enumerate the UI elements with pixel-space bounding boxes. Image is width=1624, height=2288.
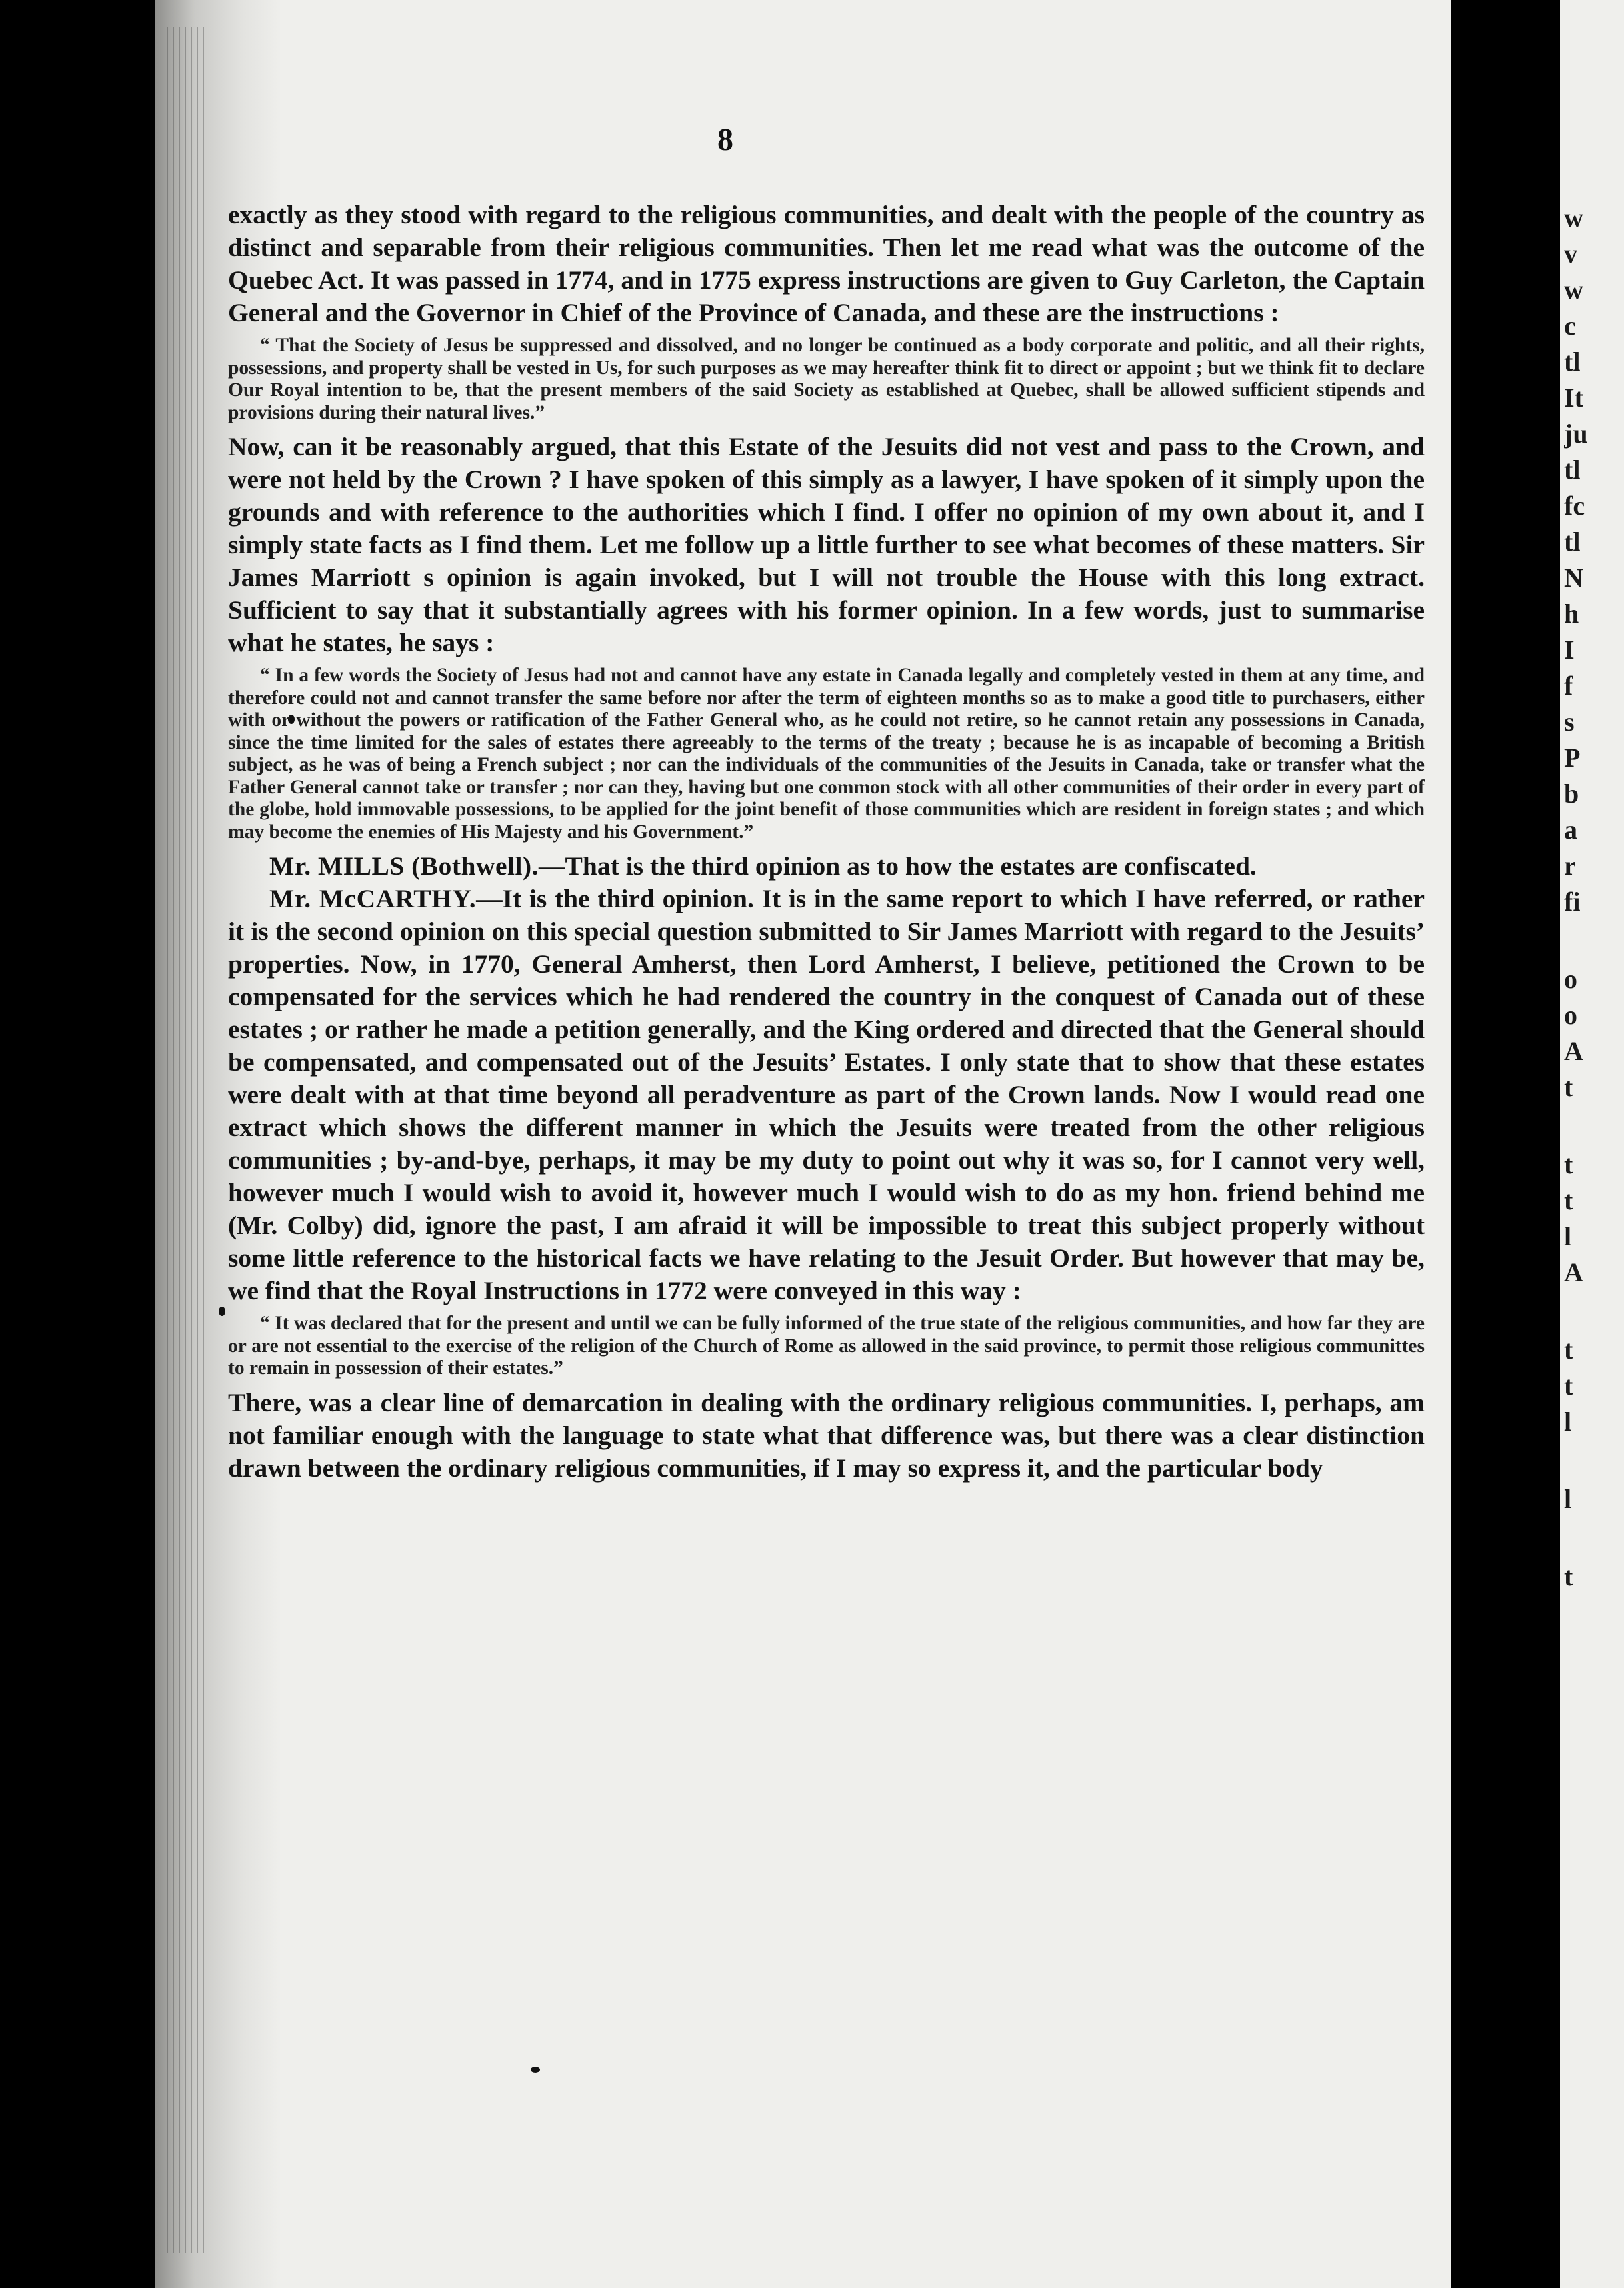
- speaker-name: Mr. MILLS (Bothwell).: [269, 851, 539, 881]
- adjacent-line-fragment: t: [1564, 1371, 1573, 1401]
- adjacent-line-fragment: v: [1564, 239, 1577, 269]
- adjacent-line-fragment: t: [1564, 1185, 1573, 1215]
- adjacent-line-fragment: t: [1564, 1149, 1573, 1179]
- ink-speck: [219, 1307, 225, 1316]
- adjacent-line-fragment: a: [1564, 815, 1577, 845]
- adjacent-line-fragment: l: [1564, 1484, 1572, 1514]
- quoted-instructions: “ That the Society of Jesus be suppressed and dissolved, and no longer be continued as a body corporate and politic, and all their rights, possessions, and property shall be vested in Us, for such purposes as we may hereafter think fit to direct or appoint ; but we think fit to declare Our Royal intention to be, that the present members of the said Society as established at Quebec, shall be allowed sufficient stipends and provisions during their natural lives.”: [228, 335, 1425, 423]
- quoted-royal-instructions: “ It was declared that for the present and until we can be fully informed of the true state of the religious communities, and how far they are or are not essential to the exercise of the religion of the Church of Rome as allowed in the said province, to permit those religious communittes to remain in possession of their estates.”: [228, 1313, 1425, 1379]
- adjacent-line-fragment: o: [1564, 1000, 1577, 1030]
- adjacent-line-fragment: l: [1564, 1407, 1572, 1437]
- adjacent-line-fragment: tl: [1564, 527, 1581, 557]
- adjacent-page-fragments: [1564, 200, 1624, 1595]
- page-number: 8: [717, 122, 733, 157]
- adjacent-line-fragment: [1564, 1440, 1624, 1481]
- speech-text: —That is the third opinion as to how the estates are confiscated.: [539, 851, 1257, 881]
- adjacent-line-fragment: t: [1564, 1335, 1573, 1365]
- adjacent-page-edge: [1560, 0, 1624, 2288]
- paragraph: Now, can it be reasonably argued, that this Estate of the Jesuits did not vest and pass to the Crown, and were not held by the Crown ? I have spoken of this simply as a lawyer, I have spoken of it simply upon the grounds and with reference to the authorities which I find. I offer no opinion of my own about it, and I simply state facts as I find them. Let me follow up a little further to see what becomes of these matters. Sir James Marriott s opinion is again invoked, but I will not trouble the House with this long extract. Sufficient to say that it substantially agrees with his former opinion. In a few words, just to summarise what he states, he says :: [228, 432, 1425, 657]
- adjacent-line-fragment: I: [1564, 635, 1575, 665]
- speech-paragraph: [228, 850, 1425, 883]
- adjacent-line-fragment: fc: [1564, 491, 1585, 521]
- adjacent-line-fragment: tl: [1564, 347, 1581, 377]
- adjacent-line-fragment: tl: [1564, 455, 1581, 485]
- adjacent-line-fragment: fi: [1564, 887, 1581, 917]
- page-body: [228, 199, 1425, 1485]
- adjacent-line-fragment: w: [1564, 203, 1583, 233]
- paragraph: exactly as they stood with regard to the religious communities, and dealt with the people of the country as distinct and separable from their religious communities. Then let me read what was the outcome of the Quebec Act. It was passed in 1774, and in 1775 express instructions are given to Guy Carleton, the Captain General and the Governor in Chief of the Province of Canada, and these are the instructions :: [228, 200, 1425, 327]
- adjacent-line-fragment: [1564, 1291, 1624, 1332]
- adjacent-line-fragment: l: [1564, 1221, 1572, 1251]
- ink-speck: [531, 2067, 540, 2073]
- adjacent-line-fragment: A: [1564, 1036, 1583, 1066]
- speaker-name: Mr. McCARTHY.: [269, 884, 477, 913]
- adjacent-line-fragment: o: [1564, 964, 1577, 994]
- adjacent-line-fragment: [1564, 1105, 1624, 1147]
- adjacent-line-fragment: t: [1564, 1561, 1573, 1591]
- adjacent-line-fragment: A: [1564, 1257, 1583, 1287]
- adjacent-line-fragment: It: [1564, 383, 1583, 413]
- binding-edge: [167, 27, 207, 2253]
- speech-text: —It is the third opinion. It is in the same report to which I have referred, or rather it is the second opinion on this special question submitted to Sir James Marriott with regard to the Jesuits’ properties. Now, in 1770, General Amherst, then Lord Amherst, I believe, petitioned the Crown to be compensated for the services which he had rendered the country in the conquest of Canada out of these estates ; or rather he made a petition generally, and the King ordered and directed that the General should be compensated, and compensated out of the Jesuits’ Estates. I only state that to show that these estates were dealt with at that time beyond all peradventure as part of the Crown lands. Now I would read one extract which shows the different manner in which the Jesuits were treated from the other religious communities ; by-and-bye, perhaps, it may be my duty to point out why it was so, for I cannot very well, however much I would wish to avoid it, however much I would wish to do as my hon. friend behind me (Mr. Colby) did, ignore the past, I am afraid it will be impossible to treat this subject properly without some little reference to the historical facts we have relating to the Jesuit Order. But however that may be, we find that the Royal Instructions in 1772 were conveyed in this way :: [228, 884, 1425, 1305]
- quoted-opinion: “ In a few words the Society of Jesus had not and cannot have any estate in Canada legally and completely vested in them at any time, and therefore could not and cannot transfer the same before nor after the term of eighteen months so as to make a good title to purchasers, either with or without the powers or ratification of the Father General who, as he could not retire, so he cannot retain any possessions in Canada, since the time limited for the sales of estates there agreeably to the terms of the treaty ; because he is as incapable of becoming a British subject, as he was of being a French subject ; nor can the individuals of the communities of the Jesuits in Canada, take or transfer what the Father General cannot take or transfer ; nor can they, having but one common stock with all other communities of their order in every part of the globe, hold immovable possessions, to be applied for the joint benefit of those communities which are resident in foreign states ; and which may become the enemies of His Majesty and his Government.”: [228, 665, 1425, 843]
- speech-paragraph: [228, 883, 1425, 1307]
- adjacent-line-fragment: f: [1564, 671, 1573, 701]
- adjacent-line-fragment: [1564, 1517, 1624, 1559]
- adjacent-line-fragment: t: [1564, 1072, 1573, 1102]
- adjacent-line-fragment: h: [1564, 599, 1579, 629]
- adjacent-line-fragment: ju: [1564, 419, 1588, 449]
- adjacent-line-fragment: P: [1564, 743, 1581, 773]
- adjacent-line-fragment: s: [1564, 707, 1575, 737]
- paragraph: There, was a clear line of demarcation in dealing with the ordinary religious communities. I, perhaps, am not familiar enough with the language to state what that difference was, but there was a clear distinction drawn between the ordinary religious communities, if I may so express it, and the particular body: [228, 1387, 1425, 1483]
- adjacent-line-fragment: [1564, 920, 1624, 961]
- adjacent-line-fragment: b: [1564, 779, 1579, 809]
- adjacent-line-fragment: w: [1564, 275, 1583, 305]
- adjacent-line-fragment: c: [1564, 311, 1576, 341]
- adjacent-line-fragment: N: [1564, 563, 1583, 593]
- adjacent-line-fragment: r: [1564, 851, 1576, 881]
